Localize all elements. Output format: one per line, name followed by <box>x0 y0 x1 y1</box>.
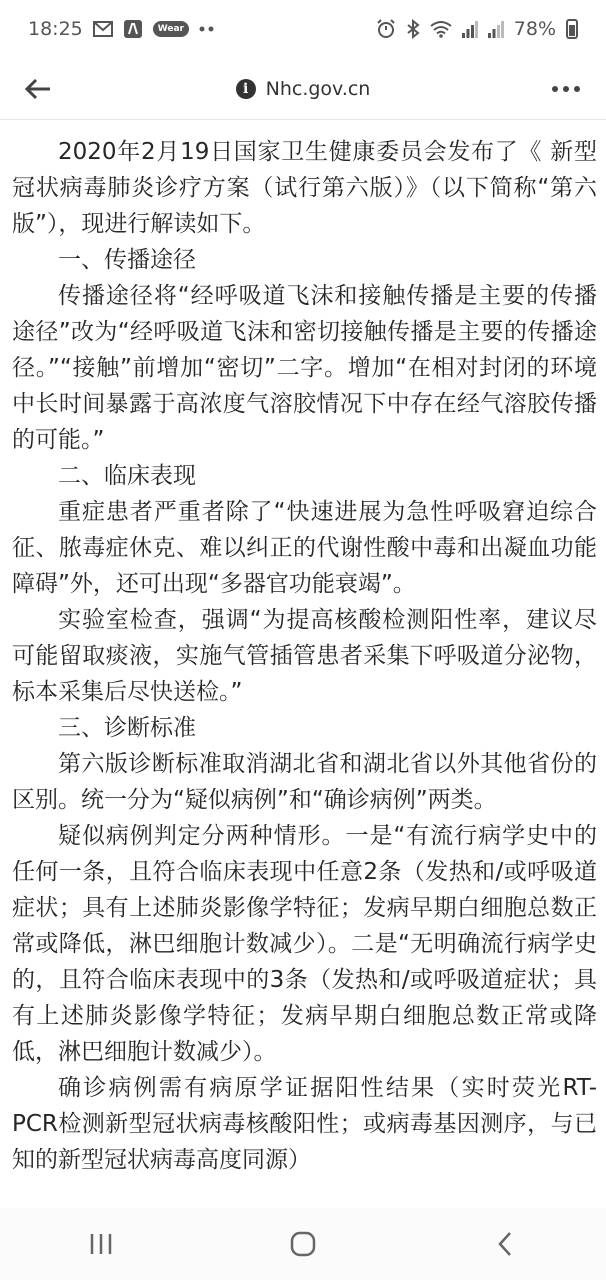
article-paragraph: 第六版诊断标准取消湖北省和湖北省以外其他省份的区别。统一分为“疑似病例”和“确诊病例”两类。 <box>12 751 597 813</box>
app-notification-icon <box>123 19 143 39</box>
signal-icon-2 <box>488 20 504 38</box>
more-dot-icon <box>552 86 558 92</box>
home-icon <box>290 1231 316 1257</box>
url-text[interactable]: Nhc.gov.cn <box>265 77 371 100</box>
info-icon[interactable]: i <box>236 79 256 99</box>
signal-icon <box>462 20 478 38</box>
status-right <box>376 18 578 40</box>
recent-apps-icon <box>89 1233 113 1255</box>
alarm-icon <box>376 19 396 39</box>
browser-url-bar <box>0 58 606 120</box>
wifi-icon <box>430 20 452 38</box>
back-nav-button[interactable] <box>465 1214 545 1274</box>
battery-fill <box>569 25 575 36</box>
more-dot-icon <box>563 86 569 92</box>
article-paragraph: 确诊病例需有病原学证据阳性结果（实时荧光RT-PCR检测新型冠状病毒核酸阳性；或病毒基因测序，与已知的新型冠状病毒高度同源） <box>12 1075 597 1173</box>
more-notifications-icon <box>199 26 215 32</box>
article-paragraph: 实验室检查，强调“为提高核酸检测阳性率，建议尽可能留取痰液，实施气管插管患者采集下呼吸道分泌物，标本采集后尽快送检。” <box>12 607 597 705</box>
article-content[interactable] <box>12 134 597 1206</box>
section-heading: 一、传播途径 <box>58 247 196 273</box>
back-chevron-icon <box>497 1231 513 1257</box>
more-dot-icon <box>574 86 580 92</box>
clock: 18:25 <box>28 18 83 40</box>
bluetooth-icon <box>406 19 420 39</box>
url-area <box>0 58 606 119</box>
recent-apps-button[interactable] <box>61 1214 141 1274</box>
battery-icon <box>566 19 578 39</box>
status-left <box>28 18 215 40</box>
email-icon <box>93 21 113 37</box>
section-heading: 二、临床表现 <box>58 463 196 489</box>
system-nav-bar <box>0 1208 606 1280</box>
back-arrow-icon <box>24 78 52 100</box>
article-paragraph: 传播途径将“经呼吸道飞沫和接触传播是主要的传播途径”改为“经呼吸道飞沫和密切接触传播是主要的传播途径。”“接触”前增加“密切”二字。增加“在相对封闭的环境中长时间暴露于高浓度气溶胶情况下中存在经气溶胶传播的可能。” <box>12 283 597 453</box>
section-heading: 三、诊断标准 <box>58 715 196 741</box>
article-paragraph: 2020年2月19日国家卫生健康委员会发布了《 新型冠状病毒肺炎诊疗方案（试行第六版）》（以下简称“第六版”），现进行解读如下。 <box>12 139 597 237</box>
more-options-button[interactable] <box>546 72 586 106</box>
article-paragraph: 疑似病例判定分两种情形。一是“有流行病学史中的任何一条，且符合临床表现中任意2条（发热和/或呼吸道症状；具有上述肺炎影像学特征；发病早期白细胞总数正常或降低，淋巴细胞计数减少）。二是“无明确流行病学史的，且符合临床表现中的3条（发热和/或呼吸道症状；具有上述肺炎影像学特征；发病早期白细胞总数正常或降低，淋巴细胞计数减少）。 <box>12 823 597 1065</box>
wear-icon: Wear <box>153 21 189 37</box>
back-button[interactable] <box>20 71 56 107</box>
article-paragraph: 重症患者严重者除了“快速进展为急性呼吸窘迫综合征、脓毒症休克、难以纠正的代谢性酸中毒和出凝血功能障碍”外，还可出现“多器官功能衰竭”。 <box>12 499 597 597</box>
home-button[interactable] <box>263 1214 343 1274</box>
status-bar <box>0 0 606 58</box>
battery-percent: 78% <box>513 18 556 40</box>
